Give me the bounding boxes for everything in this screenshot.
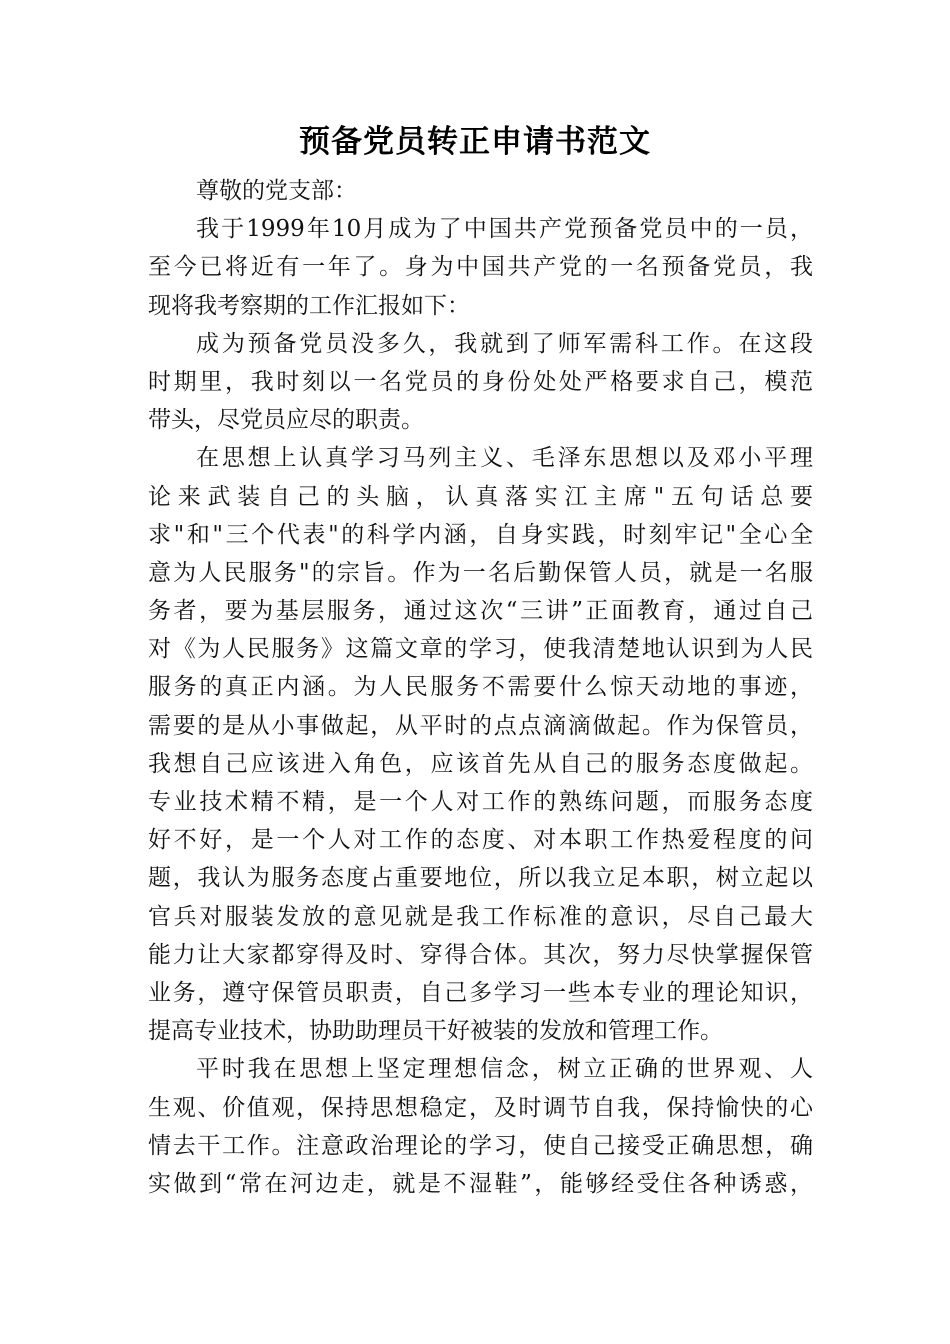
paragraph-line: 专业技术精不精，是一个人对工作的熟练问题，而服务态度 [148, 789, 813, 815]
paragraph-line: 需要的是从小事做起，从平时的点点滴滴做起。作为保管员， [148, 712, 813, 739]
salutation-line: 尊敬的党支部： [196, 178, 357, 204]
paragraph-line: 能力让大家都穿得及时、穿得合体。其次，努力尽快掌握保管 [148, 941, 813, 968]
paragraph-line: 我想自己应该进入角色，应该首先从自己的服务态度做起。 [148, 750, 813, 777]
paragraph-line: 论来武装自己的头脑，认真落实江主席"五句话总要 [148, 483, 813, 510]
paragraph-line: 提高专业技术，协助助理员干好被装的发放和管理工作。 [148, 1018, 723, 1045]
paragraph-line: 我于1999年10月成为了中国共产党预备党员中的一员， [196, 216, 813, 243]
paragraph-line: 意为人民服务"的宗旨。作为一名后勤保管人员，就是一名服 [148, 559, 813, 586]
paragraph-line: 时期里，我时刻以一名党员的身份处处严格要求自己，模范 [148, 368, 813, 395]
paragraph-line: 对《为人民服务》这篇文章的学习，使我清楚地认识到为人民 [148, 636, 813, 663]
document-title: 预备党员转正申请书范文 [299, 124, 651, 160]
paragraph-line: 成为预备党员没多久，我就到了师军需科工作。在这段 [196, 330, 813, 357]
document-body [148, 172, 813, 1203]
paragraph-line: 服务的真正内涵。为人民服务不需要什么惊天动地的事迹， [148, 674, 813, 701]
paragraph-line: 在思想上认真学习马列主义、毛泽东思想以及邓小平理 [196, 445, 813, 472]
paragraph-line: 情去干工作。注意政治理论的学习，使自己接受正确思想，确 [148, 1132, 813, 1159]
paragraph-line: 好不好，是一个人对工作的态度、对本职工作热爱程度的问 [148, 827, 813, 854]
paragraph-line: 题，我认为服务态度占重要地位，所以我立足本职，树立起以 [148, 865, 813, 892]
paragraph-line: 业务，遵守保管员职责，自己多学习一些本专业的理论知识， [148, 979, 813, 1006]
paragraph-line: 务者，要为基层服务，通过这次“三讲”正面教育，通过自己 [148, 598, 813, 625]
paragraph-line: 至今已将近有一年了。身为中国共产党的一名预备党员，我 [148, 254, 813, 281]
paragraph-line: 现将我考察期的工作汇报如下： [148, 292, 470, 319]
paragraph-line: 带头，尽党员应尽的职责。 [148, 407, 424, 434]
paragraph-line: 求"和"三个代表"的科学内涵，自身实践，时刻牢记"全心全 [148, 521, 813, 548]
paragraph-line: 生观、价值观，保持思想稳定，及时调节自我，保持愉快的心 [148, 1094, 813, 1121]
paragraph-line: 平时我在思想上坚定理想信念，树立正确的世界观、人 [196, 1056, 813, 1083]
paragraph-line: 官兵对服装发放的意见就是我工作标准的意识，尽自己最大 [148, 903, 813, 930]
paragraph-line: 实做到“常在河边走，就是不湿鞋”，能够经受住各种诱惑， [148, 1170, 813, 1197]
